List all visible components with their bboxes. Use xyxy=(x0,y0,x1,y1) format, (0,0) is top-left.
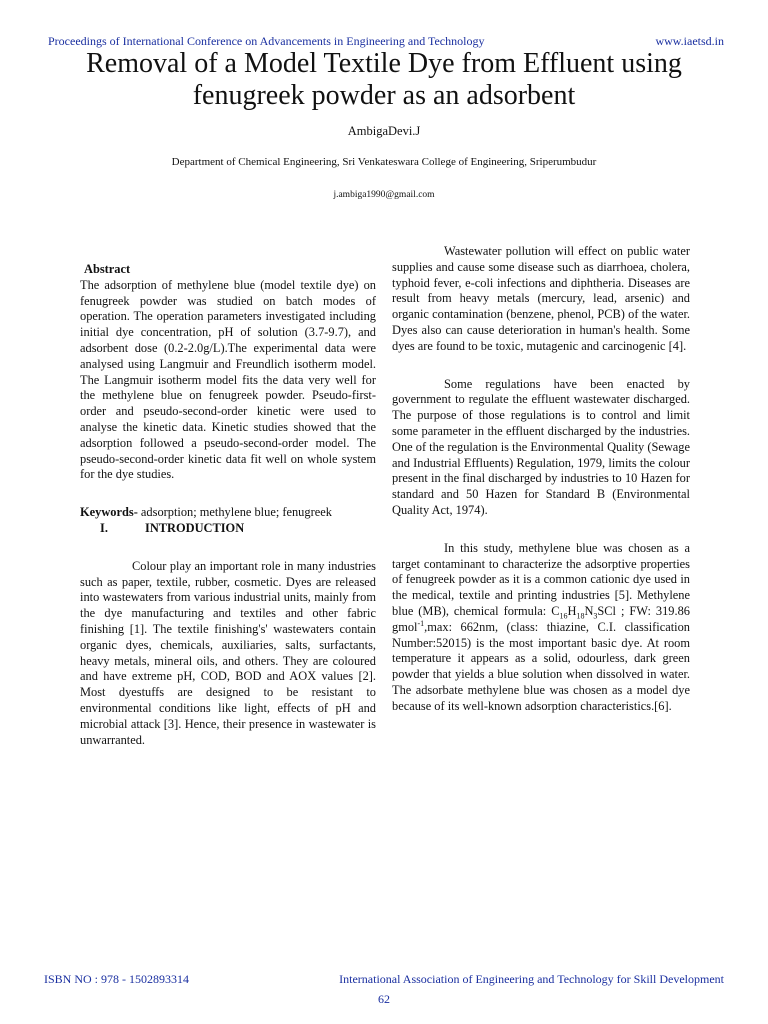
unit-superscript: -1 xyxy=(417,618,425,628)
keywords xyxy=(80,505,376,521)
title-line-2: fenugreek powder as an adsorbent xyxy=(192,80,576,111)
page-number: 62 xyxy=(378,992,390,1006)
left-column xyxy=(80,262,376,748)
section-heading-introduction xyxy=(80,521,376,537)
author-name: AmbigaDevi.J xyxy=(347,124,421,138)
para3-text-a: In this study, methylene blue was chosen as a target contaminant to characterize the adsorptive properties of fenugreek powder as it is a common cationic dye used in the medical, textile and printing industries [5]. Methylene blue (MB), chemical formula: C xyxy=(392,540,690,618)
keywords-text: adsorption; methylene blue; fenugreek xyxy=(137,505,332,520)
isbn: ISBN NO : 978 - 1502893314 xyxy=(44,972,190,986)
author-affiliation: Department of Chemical Engineering, Sri Venkateswara College of Engineering, Sriperumbudur xyxy=(171,156,597,168)
introduction-paragraph: Colour play an important role in many industries such as paper, textile, rubber, cosmetic. Dyes are released into wastewaters from various industrial units, mainly from the dye manufacturing and textiles and other fabric finishing [1]. The textile finishing's' wastewaters contain organic dyes, chemicals, auxiliaries, salts, surfactants, heavy metals, mineral oils, and others. They are coloured and have extreme pH, COD, BOD and AOX values [2]. Most dyestuffs are designed to be resistant to environmental conditions like light, effects of pH and microbial attack [3]. Hence, their presence in wastewater is unwarranted. xyxy=(80,558,376,747)
right-column xyxy=(392,244,690,715)
paper-title xyxy=(40,48,728,112)
formula-sub-n: 3 xyxy=(593,611,598,621)
right-paragraph-1: Wastewater pollution will effect on public water supplies and cause some disease such as diarrhoea, cholera, typhoid fever, e-coli infections and diphtheria. Diseases are result from heavy metals (mercury, lead, arsenic) and organic contamination (benzene, phenol, PCB) of the water. Dyes also can cause deterioration in human's health. Some dyes are found to be toxic, mutagenic and carcinogenic [4]. xyxy=(392,244,690,353)
right-paragraph-2: Some regulations have been enacted by government to regulate the effluent wastewater discharged. The purpose of those regulations is to control and limit some parameter in the effluent discharged by the industries. One of the regulation is the Environmental Quality (Sewage and Industrial Effluents) Regulation, 1979, limits the colour present in the final discharged by industries to 10 Hazen for standard and 50 Hazen for Standard B (Environmental Quality Act, 1974). xyxy=(392,376,690,517)
formula-sub-c: 16 xyxy=(559,611,568,621)
author-email: j.ambiga1990@gmail.com xyxy=(333,190,435,200)
abstract-text: The adsorption of methylene blue (model textile dye) on fenugreek powder was studied on batch modes of operation. The operation parameters investigated including initial dye concentration, pH of solution (3.7-9.7), and adsorbent dose (0.2-2.0g/L).The experimental data were analysed using Langmuir and Freundlich isotherm model. The Langmuir isotherm model fits the data very well for the methylene blue on fenugreek powder. Pseudo-first-order and pseudo-second-order kinetic were used to analyse the kinetic data. Kinetic studies showed that the adsorption followed a pseudo-second-order model. The pseudo-second-order kinetic data fit well on whole system for the dye studies. xyxy=(80,277,376,482)
conference-name: Proceedings of International Conference on Advancements in Engineering and Technology xyxy=(48,34,485,48)
keywords-label: Keywords- xyxy=(80,505,138,520)
title-line-1: Removal of a Model Textile Dye from Effluent using xyxy=(86,48,682,79)
para3-text-c: ,max: 662nm, (class: thiazine, C.I. classification Number:52015) is the most important basic dye. At room temperature it appears as a solid, odourless, dark green powder that yields a blue solution when dissolved in water. The adsorbate methylene blue was chosen as a model dye because of its well-known adsorption characteristics.[6]. xyxy=(392,619,690,713)
section-number: I. xyxy=(100,520,108,535)
abstract-heading: Abstract xyxy=(84,262,131,276)
para3-text-b: SCl ; FW: 319.86 gmol xyxy=(392,603,690,634)
formula-sub-h: 18 xyxy=(576,611,585,621)
organization-name: International Association of Engineering and Technology for Skill Development xyxy=(339,972,724,986)
formula-n: N xyxy=(584,603,594,618)
website-link[interactable]: www.iaetsd.in xyxy=(655,34,724,48)
formula-h: H xyxy=(567,603,577,618)
section-title: INTRODUCTION xyxy=(145,520,245,535)
right-paragraph-3 xyxy=(392,541,690,715)
